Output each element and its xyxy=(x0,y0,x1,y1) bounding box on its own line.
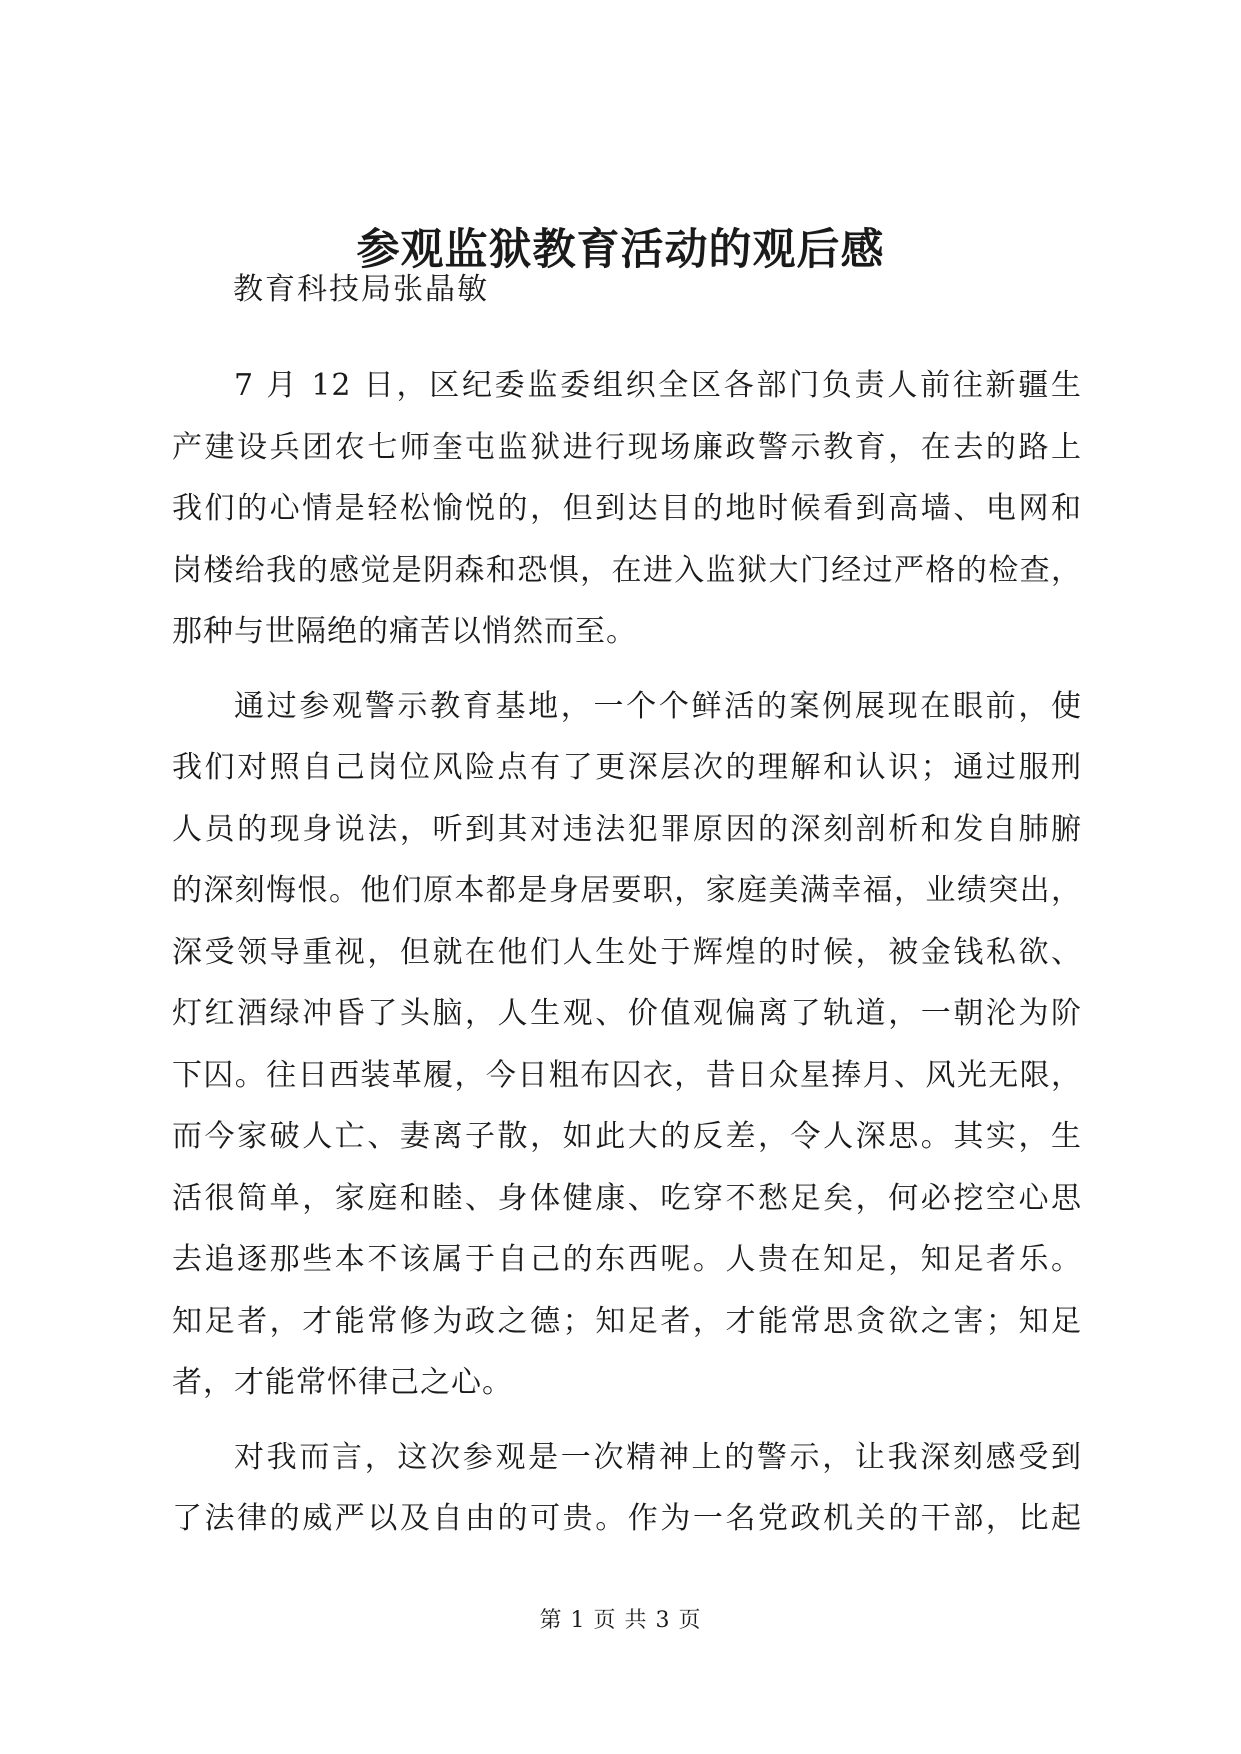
text-line: 活很简单，家庭和睦、身体健康、吃穿不愁足矣，何必挖空心思 xyxy=(172,1180,1082,1216)
text-line: 我们的心情是轻松愉悦的，但到达目的地时候看到高墙、电网和 xyxy=(172,491,1082,526)
text-line: 而今家破人亡、妻离子散，如此大的反差，令人深思。其实，生 xyxy=(172,1119,1082,1154)
text-line: 产建设兵团农七师奎屯监狱进行现场廉政警示教育，在去的路上 xyxy=(172,429,1082,465)
page-footer: 第 1 页 共 3 页 xyxy=(539,1608,702,1633)
text-line: 的深刻悔恨。他们原本都是身居要职，家庭美满幸福，业绩突出， xyxy=(172,873,1082,908)
text-line: 者，才能常怀律己之心。 xyxy=(172,1365,513,1400)
text-line: 岗楼给我的感觉是阴森和恐惧，在进入监狱大门经过严格的检查， xyxy=(172,552,1082,588)
paragraph xyxy=(172,676,1082,1414)
text-line: 人员的现身说法，听到其对违法犯罪原因的深刻剖析和发自肺腑 xyxy=(172,811,1082,847)
text-line: 深受领导重视，但就在他们人生处于辉煌的时候，被金钱私欲、 xyxy=(172,934,1082,970)
paragraph xyxy=(172,355,1082,663)
text-line: 知足者，才能常修为政之德；知足者，才能常思贪欲之害；知足 xyxy=(172,1303,1082,1339)
text-line: 7 月 12 日，区纪委监委组织全区各部门负责人前往新疆生 xyxy=(234,368,1082,403)
text-line: 了法律的威严以及自由的可贵。作为一名党政机关的干部，比起 xyxy=(172,1501,1082,1536)
text-line: 下囚。往日西装革履，今日粗布囚衣，昔日众星捧月、风光无限， xyxy=(172,1057,1082,1093)
text-line: 我们对照自己岗位风险点有了更深层次的理解和认识；通过服刑 xyxy=(172,750,1082,785)
paragraph xyxy=(172,1427,1082,1550)
text-line: 灯红酒绿冲昏了头脑，人生观、价值观偏离了轨道，一朝沦为阶 xyxy=(172,996,1082,1031)
text-line: 通过参观警示教育基地，一个个鲜活的案例展现在眼前，使 xyxy=(234,688,1082,724)
text-line: 那种与世隔绝的痛苦以悄然而至。 xyxy=(172,614,637,649)
document-body xyxy=(172,355,1082,1563)
document-title: 参观监狱教育活动的观后感 xyxy=(356,225,885,275)
text-line: 对我而言，这次参观是一次精神上的警示，让我深刻感受到 xyxy=(234,1439,1082,1475)
author-line: 教育科技局张晶敏 xyxy=(233,272,489,307)
text-line: 去追逐那些本不该属于自己的东西呢。人贵在知足，知足者乐。 xyxy=(172,1242,1082,1277)
